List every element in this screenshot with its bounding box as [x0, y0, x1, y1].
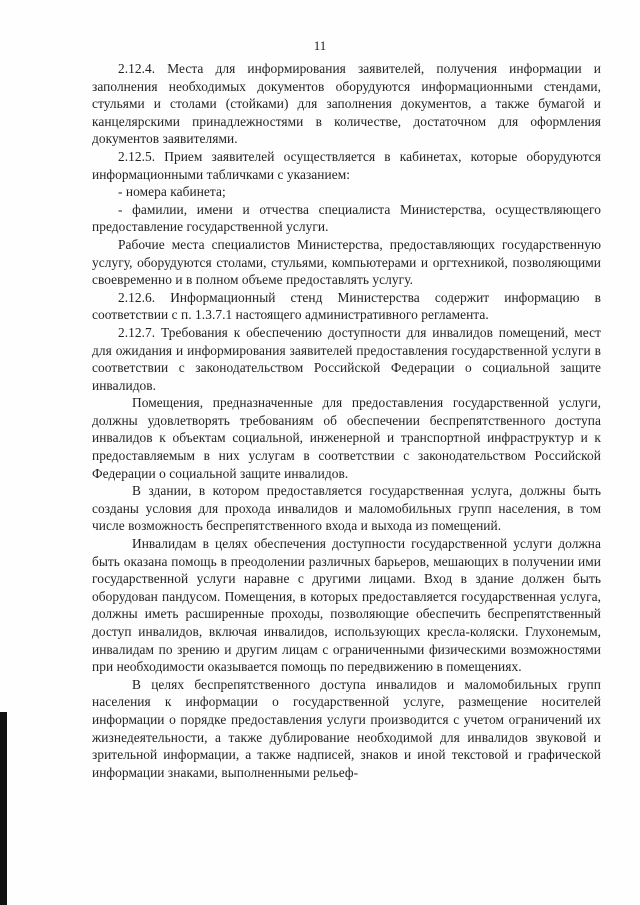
paragraph-2-12-4: 2.12.4. Места для информирования заявителей, получения информации и заполнения необходимых документов оборудуются информационными стендами, стульями и столами (стойками) для заполнения документов, а также бумагой и канцелярскими принадлежностями в количестве, достаточном для оформления документов заявителями. [92, 61, 601, 147]
list-item-specialist-name: - фамилии, имени и отчества специалиста Министерства, осуществляющего предоставление государственной услуги. [92, 201, 601, 235]
paragraph-building-conditions: В здании, в котором предоставляется государственная услуга, должны быть созданы условия для прохода инвалидов и маломобильных групп населения, в том числе возможность беспрепятственного входа и выхода из помещений. [92, 483, 601, 534]
paragraph-disabled-assistance: Инвалидам в целях обеспечения доступности государственной услуги должна быть оказана помощь в преодолении различных барьеров, мешающих в получении ими государственной услуги наравне с другими лицами. Вход в здание должен быть оборудован пандусом. Помещения, в которых предоставляется государственная услуга, должны иметь расширенные проходы, позволяющие обеспечить беспрепятственный доступ инвалидов, включая инвалидов, использующих кресла-коляски. Глухонемым, инвалидам по зрению и другим лицам с ограниченными физическими возможностями при необходимости оказывается помощь по передвижению в помещениях. [92, 536, 601, 675]
body-text [92, 60, 601, 781]
paragraph-information-access: В целях беспрепятственного доступа инвалидов и маломобильных групп населения к информации о государственной услуге, размещение носителей информации о порядке предоставления услуги производится с учетом ограничений их жизнедеятельности, а также дублирование необходимой для инвалидов звуковой и зрительной информации, а также надписей, знаков и иной текстовой и графической информации знаками, выполненными рельеф- [92, 676, 601, 780]
paragraph-workplaces: Рабочие места специалистов Министерства, предоставляющих государственную услугу, оборудуются столами, стульями, компьютерами и оргтехникой, позволяющими своевременно и в полном объеме предоставлять услугу. [92, 236, 601, 288]
list-item-room-number: - номера кабинета; [118, 184, 226, 200]
paragraph-2-12-6: 2.12.6. Информационный стенд Министерства содержит информацию в соответствии с п. 1.3.7.1 настоящего административного регламента. [92, 289, 601, 323]
page-number: 11 [313, 38, 327, 53]
paragraph-premises-requirements: Помещения, предназначенные для предоставления государственной услуги, должны удовлетворять требованиям об обеспечении беспрепятственного доступа инвалидов к объектам социальной, инженерной и транспортной инфраструктур и к предоставляемым в них услугам в соответствии с законодательством Российской Федерации о социальной защите инвалидов. [92, 395, 601, 481]
paragraph-2-12-5: 2.12.5. Прием заявителей осуществляется в кабинетах, которые оборудуются информационными табличками с указанием: [92, 148, 601, 182]
scan-edge-shadow [0, 712, 7, 905]
paragraph-2-12-7: 2.12.7. Требования к обеспечению доступности для инвалидов помещений, мест для ожидания и информирования заявителей предоставления государственной услуги в соответствии с законодательством Российской Федерации о социальной защите инвалидов. [92, 324, 601, 393]
